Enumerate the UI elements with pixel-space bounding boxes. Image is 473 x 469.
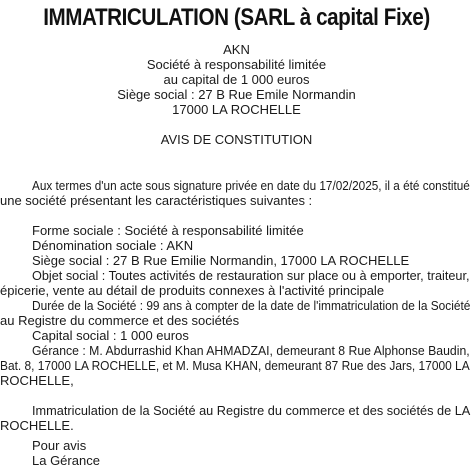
company-form: Société à responsabilité limitée xyxy=(146,57,327,72)
company-header xyxy=(0,42,473,117)
field-gerance-3: ROCHELLE, xyxy=(0,373,74,388)
company-capital: au capital de 1 000 euros xyxy=(163,72,310,87)
field-duree-1: Durée de la Société : 99 ans à compter de la date de l'immatriculation de la Société xyxy=(32,298,471,313)
field-gerance-2: Bat. 8, 17000 LA ROCHELLE, et M. Musa KHAN, demeurant 87 Rue des Jars, 17000 LA xyxy=(0,358,470,373)
closing-signature: La Gérance xyxy=(32,453,100,468)
intro-line-2: une société présentant les caractéristiques suivantes : xyxy=(0,193,313,208)
company-name: AKN xyxy=(223,42,250,57)
company-seat: Siège social : 27 B Rue Emile Normandin xyxy=(117,87,356,102)
immat-line-1: Immatriculation de la Société au Registre du commerce et des sociétés de LA xyxy=(32,403,471,418)
field-forme: Forme sociale : Société à responsabilité limitée xyxy=(32,223,304,238)
immat-line-2: ROCHELLE. xyxy=(0,418,74,433)
field-siege: Siège social : 27 B Rue Emilie Normandin, 17000 LA ROCHELLE xyxy=(32,253,410,268)
notice-subtitle: AVIS DE CONSTITUTION xyxy=(160,132,313,147)
field-duree-2: au Registre du commerce et des sociétés xyxy=(0,313,240,328)
intro-line-1: Aux termes d'un acte sous signature privée en date du 17/02/2025, il a été constitué xyxy=(32,178,470,193)
field-objet-1: Objet social : Toutes activités de restauration sur place ou à emporter, traiteur, xyxy=(32,268,470,283)
field-denomination: Dénomination sociale : AKN xyxy=(32,238,194,253)
notice-title: IMMATRICULATION (SARL à capital Fixe) xyxy=(43,4,430,31)
company-city: 17000 LA ROCHELLE xyxy=(172,102,301,117)
field-capital: Capital social : 1 000 euros xyxy=(32,328,189,343)
field-objet-2: épicerie, vente au détail de produits connexes à l'activité principale xyxy=(0,283,385,298)
closing-pour-avis: Pour avis xyxy=(32,438,87,453)
field-gerance-1: Gérance : M. Abdurrashid Khan AHMADZAI, demeurant 8 Rue Alphonse Baudin, xyxy=(32,343,470,358)
